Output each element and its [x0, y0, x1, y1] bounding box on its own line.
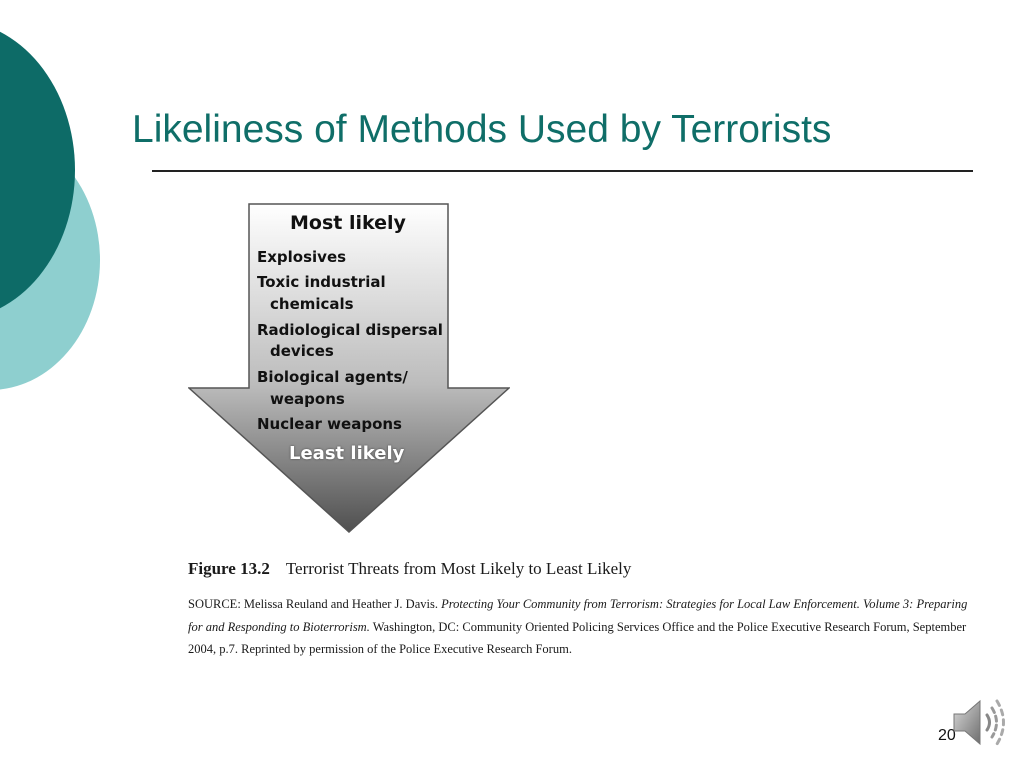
source-title: Protecting Your Community from Terrorism: Strategies for Local Law Enforcement. Volume 3: Preparing for and Responding to Bioterrorism. [188, 597, 968, 634]
figure-caption-text: Terrorist Threats from Most Likely to Least Likely [285, 559, 632, 578]
method-item: weapons [270, 390, 345, 408]
method-item: Biological agents/ [257, 368, 408, 386]
method-item: Nuclear weapons [257, 415, 402, 433]
speaker-icon[interactable] [952, 695, 1008, 750]
slide-title: Likeliness of Methods Used by Terrorists [132, 108, 832, 151]
title-divider [152, 170, 973, 172]
source-suffix: Washington, DC: Community Oriented Policing Services Office and the Police Executive Research Forum, September 2004, p.7. Reprinted by permission of the Police Executive Research Forum. [188, 619, 967, 656]
source-prefix: SOURCE: Melissa Reuland and Heather J. Davis. [188, 597, 438, 611]
method-item: Toxic industrial [257, 273, 386, 291]
method-item: chemicals [270, 295, 354, 313]
method-item: Radiological dispersal [257, 321, 443, 339]
least-likely-label: Least likely [289, 443, 405, 464]
method-item: devices [270, 342, 334, 360]
figure-number: Figure 13.2 [188, 559, 270, 578]
figure-caption [188, 559, 631, 579]
most-likely-label: Most likely [290, 212, 406, 234]
method-item: Explosives [257, 248, 347, 266]
figure-source [188, 593, 968, 661]
page-number: 20 [938, 727, 956, 744]
